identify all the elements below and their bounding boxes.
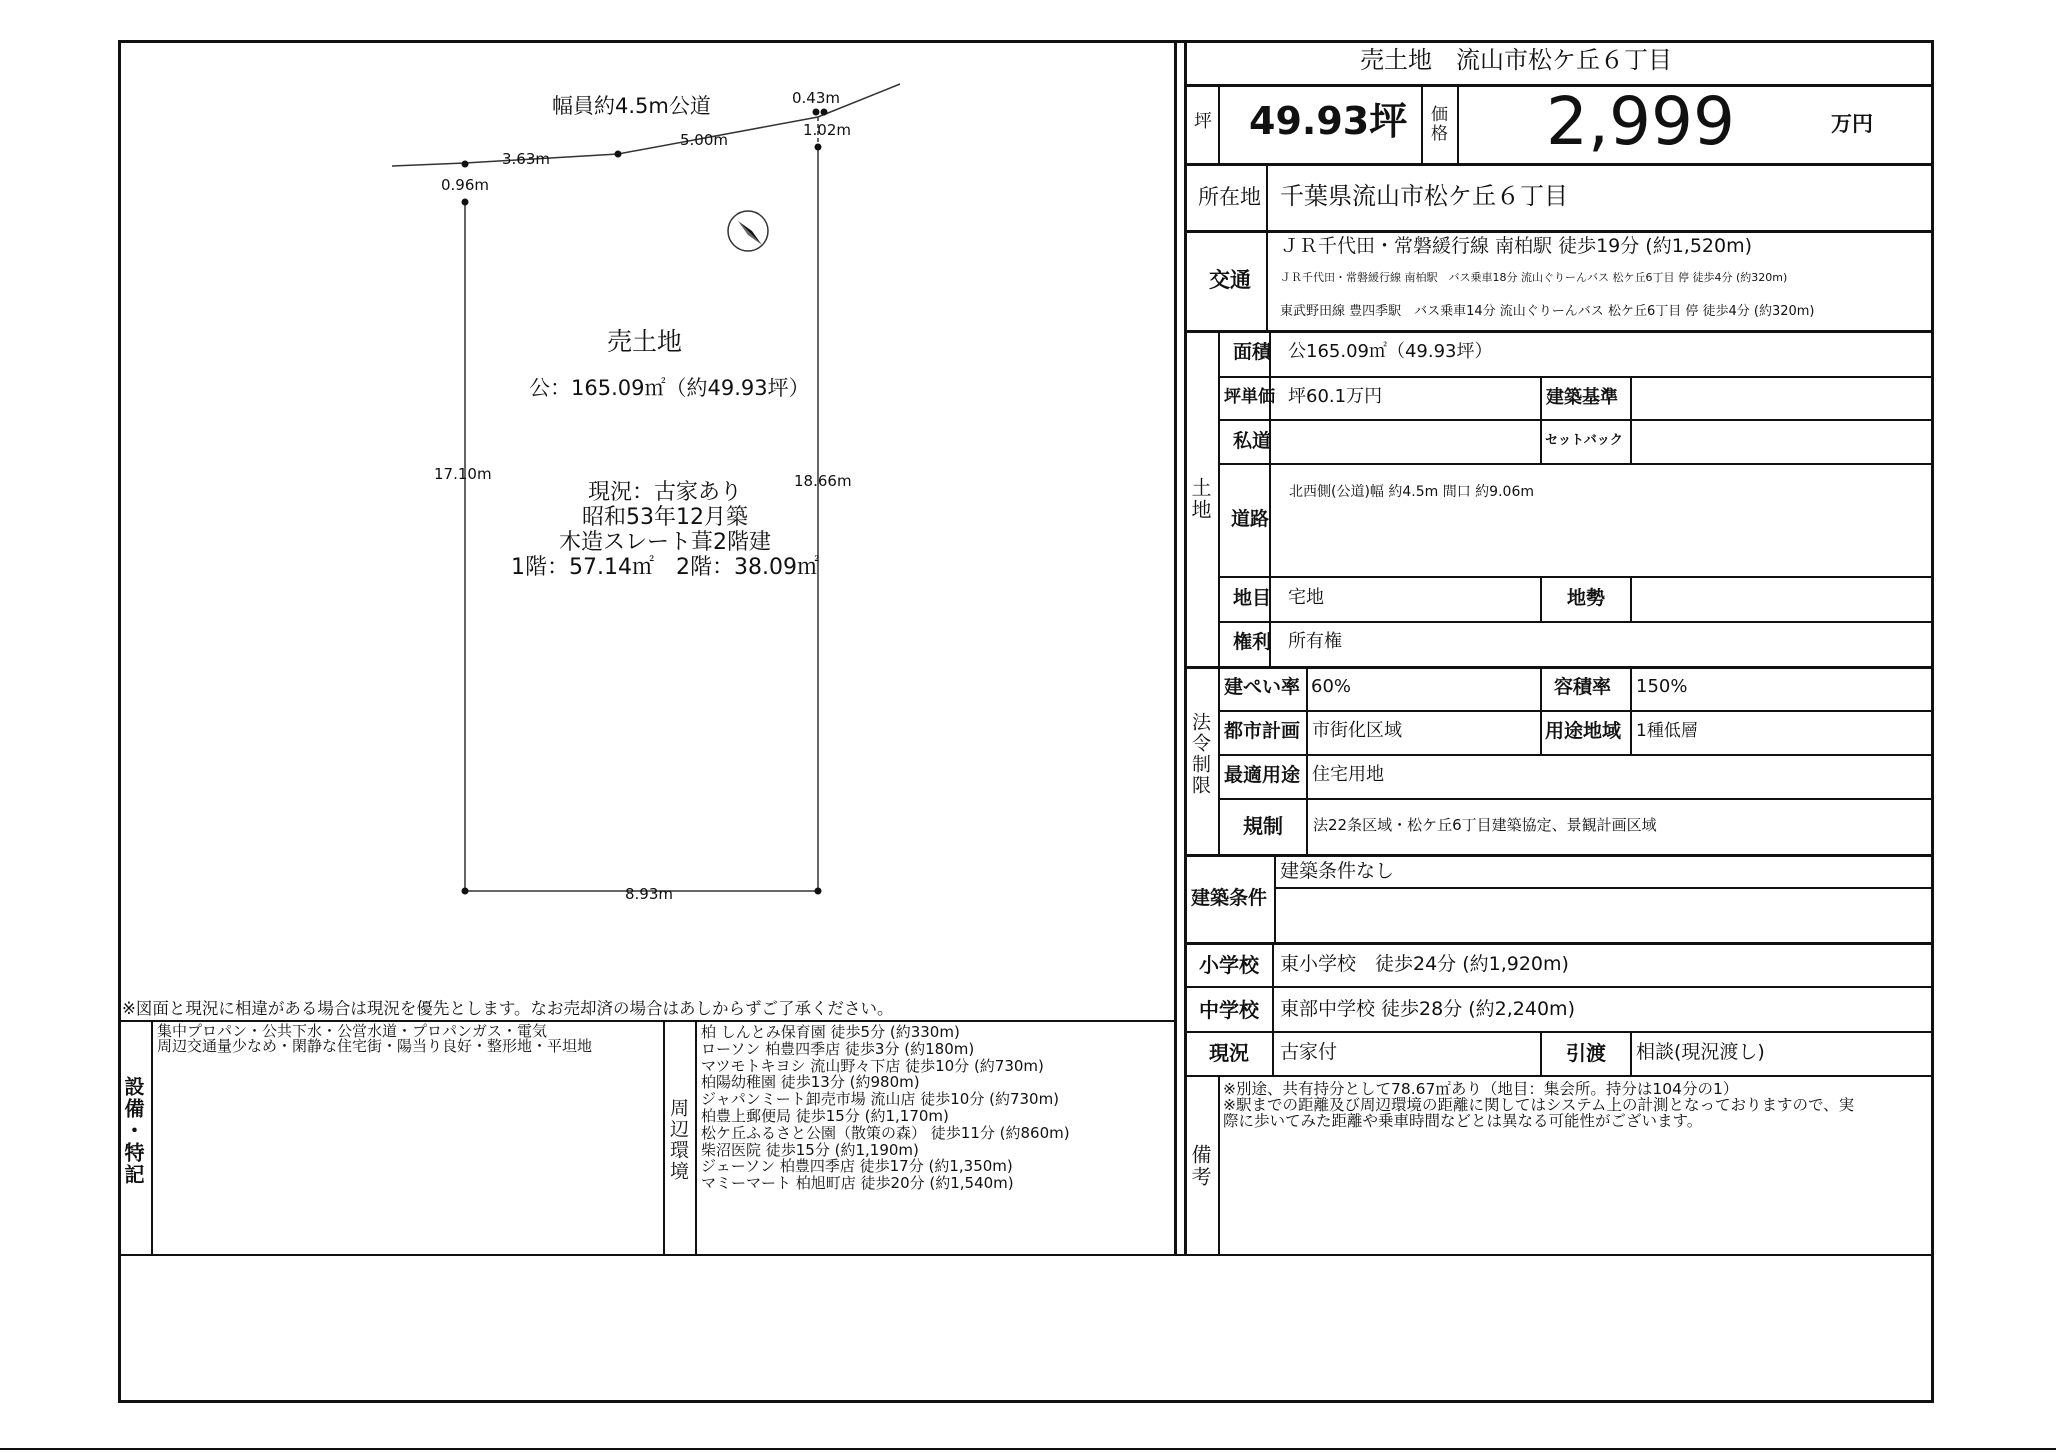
surroundings-item: 柏豊上郵便局 徒歩15分 (約1,170m) — [701, 1106, 949, 1125]
rights-value: 所有権 — [1288, 631, 1342, 652]
building-std-label: 建築基準 — [1546, 387, 1618, 408]
left-panel-divider — [1174, 40, 1177, 1256]
far-label: 容積率 — [1554, 676, 1612, 698]
surroundings-item: 柏陽幼稚園 徒歩13分 (約980m) — [701, 1073, 920, 1092]
surroundings-item: 柏 しんとみ保育園 徒歩5分 (約330m) — [701, 1023, 960, 1041]
city-plan-label: 都市計画 — [1224, 720, 1301, 742]
price-unit: 万円 — [1831, 112, 1873, 136]
compass-icon — [728, 211, 768, 251]
dim-102: 1.02m — [803, 121, 852, 139]
junior-school-value: 東部中学校 徒歩28分 (約2,240m) — [1280, 998, 1575, 1020]
equipment-line: 周辺交通量少なめ・閑静な住宅街・陽当り良好・整形地・平坦地 — [157, 1037, 593, 1055]
plan-status-line: 昭和53年12月築 — [582, 505, 748, 530]
plan-status-line: 現況：古家あり — [587, 480, 742, 505]
surroundings-item: ローソン 柏豊四季店 徒歩3分 (約180m) — [701, 1039, 975, 1058]
best-use-label: 最適用途 — [1224, 764, 1301, 786]
city-plan-value: 市街化区域 — [1312, 720, 1402, 741]
dim-096: 0.96m — [441, 176, 490, 194]
rule — [1184, 666, 1934, 669]
equip-right-sep — [663, 1020, 665, 1256]
rule — [1184, 330, 1934, 333]
junior-school-label: 中学校 — [1199, 998, 1259, 1022]
status-value: 古家付 — [1280, 1041, 1338, 1063]
plan-area: 公：165.09㎡（約49.93坪） — [529, 376, 810, 400]
rights-label: 権利 — [1233, 631, 1272, 653]
plan-status-line: 1階：57.14㎡ 2階：38.09㎡ — [511, 555, 819, 580]
rule — [1274, 856, 1276, 943]
dim-363: 3.63m — [502, 150, 551, 168]
surroundings-list — [701, 1024, 1070, 1192]
land-cat-value: 宅地 — [1288, 587, 1324, 608]
zoning-value: 1種低層 — [1636, 721, 1698, 741]
tsubo-value: 49.93坪 — [1249, 99, 1408, 143]
rule — [1630, 1032, 1632, 1076]
tsubo-label: 坪 — [1194, 111, 1212, 132]
rule — [1218, 754, 1934, 756]
remarks-label: 備考 — [1188, 1144, 1212, 1188]
status-label: 現況 — [1209, 1041, 1249, 1065]
handover-label: 引渡 — [1566, 1041, 1606, 1065]
elem-school-value: 東小学校 徒歩24分 (約1,920m) — [1280, 953, 1569, 975]
unit-price-label: 坪単価 — [1224, 387, 1275, 407]
rule — [1218, 1077, 1220, 1256]
bottom-rule — [0, 1448, 2056, 1450]
coverage-value: 60% — [1311, 676, 1352, 697]
transport-line: ＪＲ千代田・常磐緩行線 南柏駅 バス乗車18分 流山ぐりーんバス 松ケ丘6丁目 停 徒歩4分 (約320m) — [1280, 271, 1788, 284]
rule — [1184, 1031, 1934, 1033]
remarks-line: 際に歩いてみた距離や乗車時間などとは異なる可能性がございます。 — [1223, 1112, 1703, 1130]
elem-school-label: 小学校 — [1199, 953, 1259, 977]
equip-label-sep — [151, 1020, 153, 1256]
rule — [1540, 1032, 1542, 1076]
plan-status-line: 木造スレート葺2階建 — [559, 530, 771, 555]
remarks-line: ※駅までの距離及び周辺環境の距離に関してはシステム上の計測となっておりますので、実 — [1223, 1096, 1855, 1114]
transport-label: 交通 — [1209, 268, 1251, 292]
dim-893: 8.93m — [625, 885, 674, 903]
zoning-label: 用途地域 — [1545, 720, 1622, 742]
legal-group-label: 法令制限 — [1189, 712, 1211, 796]
dim-043: 0.43m — [792, 89, 841, 107]
price-value: 2,999 — [1546, 83, 1735, 160]
rule — [1218, 621, 1934, 623]
transport-line: ＪＲ千代田・常磐緩行線 南柏駅 徒歩19分 (約1,520m) — [1280, 235, 1753, 257]
remarks-text — [1223, 1081, 1854, 1129]
notice-text: ※図面と現況に相違がある場合は現況を優先とします。なお売却済の場合はあしからずご了承ください。 — [122, 999, 894, 1018]
regulation-value: 法22条区域・松ケ丘6丁目建築協定、景観計画区域 — [1313, 816, 1657, 834]
rule — [1218, 419, 1934, 421]
rule — [1184, 986, 1934, 988]
surroundings-item: 松ケ丘ふるさと公園（散策の森） 徒歩11分 (約860m) — [701, 1123, 1070, 1142]
rule — [1457, 86, 1459, 164]
road-info-value: 北西側(公道)幅 約4.5m 間口 約9.06m — [1289, 484, 1534, 500]
equipment-line: 集中プロパン・公共下水・公営水道・プロパンガス・電気 — [157, 1022, 548, 1040]
surroundings-label: 周辺環境 — [667, 1098, 689, 1182]
rule — [1218, 332, 1220, 667]
rule — [1630, 576, 1632, 622]
surroundings-item: ジャパンミート卸売市場 流山店 徒歩10分 (約730m) — [701, 1090, 1060, 1109]
rule — [1306, 668, 1308, 855]
surr-label-sep — [695, 1020, 697, 1256]
rule — [1218, 463, 1934, 465]
land-cat-label: 地目 — [1233, 587, 1272, 609]
handover-value: 相談(現況渡し) — [1636, 1041, 1765, 1063]
rule — [1274, 887, 1934, 889]
plan-title: 売土地 — [607, 327, 683, 356]
rule — [1269, 332, 1271, 667]
terrain-label: 地勢 — [1567, 587, 1606, 609]
setback-label: セットバック — [1545, 433, 1623, 448]
rule — [1266, 232, 1268, 330]
area-label: 面積 — [1233, 341, 1272, 363]
surroundings-item: マミーマート 柏旭町店 徒歩20分 (約1,540m) — [701, 1174, 1014, 1193]
location-label: 所在地 — [1198, 185, 1261, 209]
upper-section-bottom — [118, 1254, 1934, 1256]
rule — [1184, 1075, 1934, 1077]
coverage-label: 建ぺい率 — [1224, 676, 1301, 698]
rule — [1184, 163, 1934, 166]
dim-1710: 17.10m — [434, 465, 492, 483]
transport-line: 東武野田線 豊四季駅 バス乗車14分 流山ぐりーんバス 松ケ丘6丁目 停 徒歩4分 (約320m) — [1280, 304, 1815, 319]
best-use-value: 住宅用地 — [1312, 764, 1384, 785]
rule — [1218, 798, 1934, 800]
rule — [1184, 230, 1934, 233]
plan-status — [470, 480, 860, 580]
conditions-label: 建築条件 — [1191, 887, 1268, 909]
rule — [1218, 376, 1934, 378]
equipment-text — [157, 1024, 592, 1054]
right-panel-right — [1931, 40, 1934, 1256]
property-title: 売土地 流山市松ケ丘６丁目 — [1360, 46, 1672, 74]
dim-1866: 18.66m — [794, 472, 852, 490]
surroundings-item: マツモトキヨシ 流山野々下店 徒歩10分 (約730m) — [701, 1056, 1044, 1075]
remarks-line: ※別途、共有持分として78.67㎡あり（地目：集会所。持分は104分の1） — [1223, 1080, 1739, 1098]
road-info-label: 道路 — [1231, 508, 1270, 530]
surroundings-item: 柴沼医院 徒歩15分 (約1,190m) — [701, 1140, 919, 1159]
rule — [1421, 86, 1423, 164]
private-road-label: 私道 — [1233, 430, 1272, 452]
area-value: 公165.09㎡（49.93坪） — [1288, 341, 1493, 362]
rule — [1218, 668, 1220, 855]
far-value: 150% — [1636, 676, 1688, 697]
rule — [1540, 576, 1542, 622]
rule — [1218, 576, 1934, 578]
dim-500: 5.00m — [680, 131, 729, 149]
rule — [1184, 942, 1934, 945]
rule — [1266, 165, 1268, 231]
location-value: 千葉県流山市松ケ丘６丁目 — [1280, 182, 1568, 210]
price-label: 価格 — [1427, 105, 1447, 143]
land-group-label: 土地 — [1188, 477, 1212, 521]
regulation-label: 規制 — [1243, 814, 1283, 838]
road-label: 幅員約4.5m公道 — [552, 94, 711, 118]
right-panel-left — [1184, 40, 1187, 1256]
unit-price-value: 坪60.1万円 — [1288, 386, 1383, 407]
surroundings-item: ジェーソン 柏豊四季店 徒歩17分 (約1,350m) — [701, 1157, 1013, 1176]
rule — [1272, 944, 1274, 1076]
conditions-value: 建築条件なし — [1280, 860, 1395, 882]
rule — [1218, 710, 1934, 712]
equipment-label: 設備・特記 — [121, 1076, 145, 1186]
rule — [1218, 86, 1220, 164]
rule — [1184, 854, 1934, 857]
